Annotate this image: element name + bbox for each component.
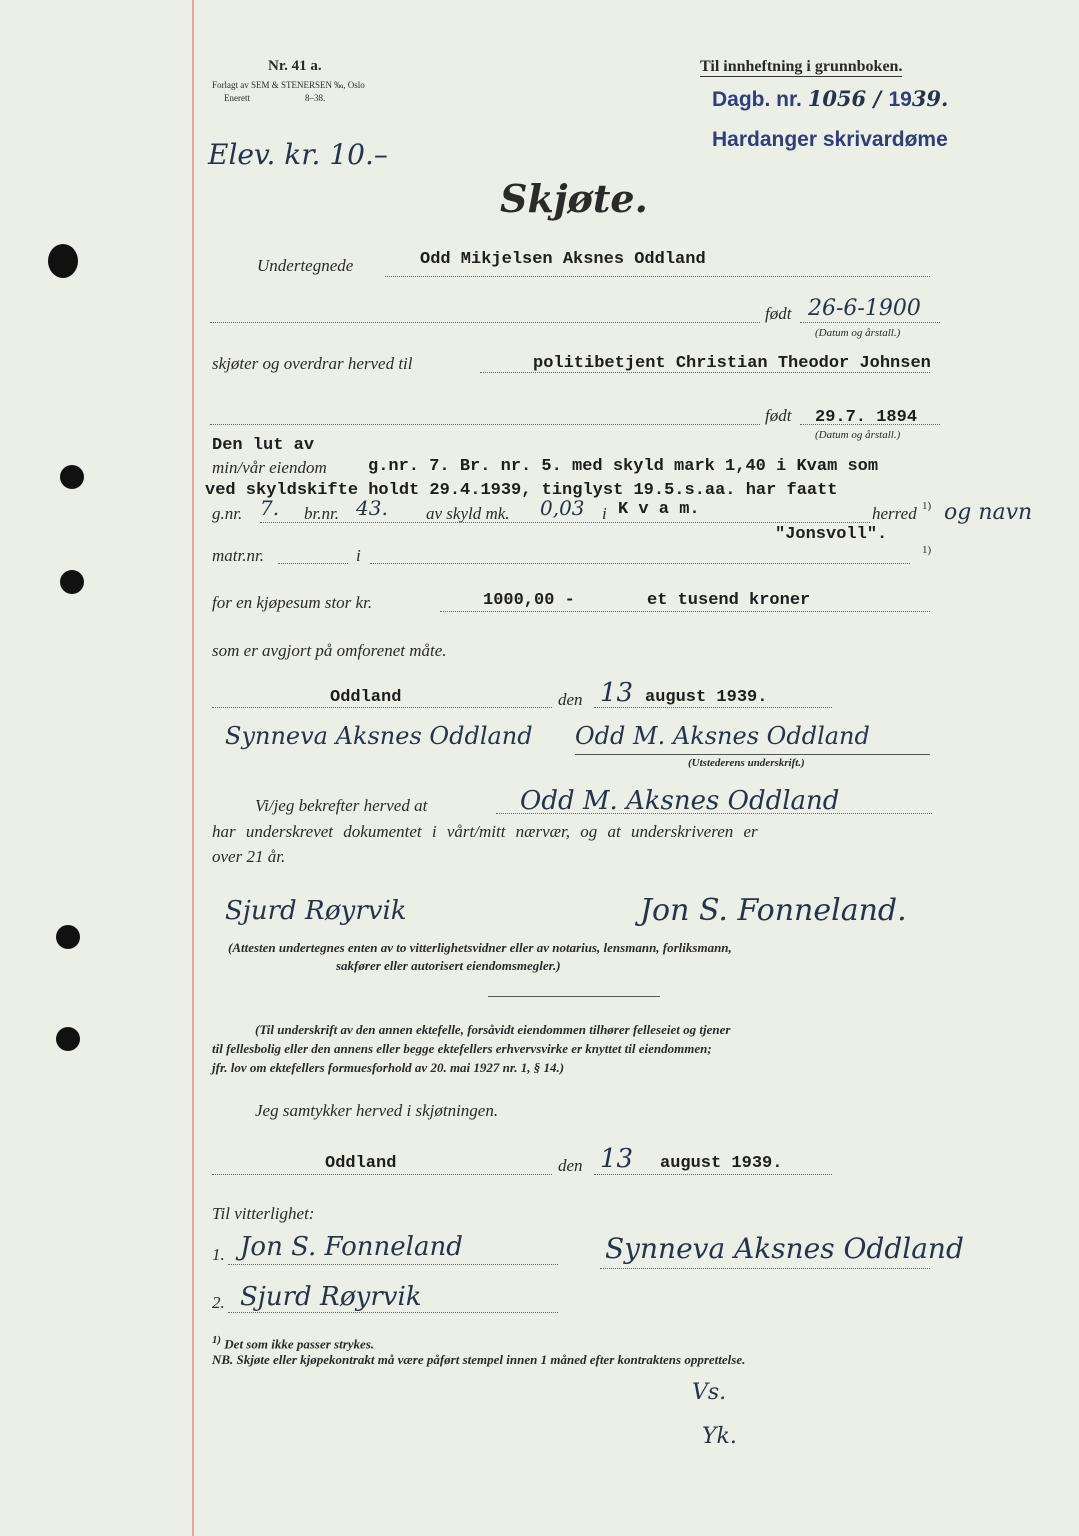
property-name: "Jonsvoll". <box>775 525 888 544</box>
punch-hole <box>60 570 84 594</box>
fill-line <box>594 1174 832 1175</box>
fill-line <box>496 813 932 814</box>
place-1: Oddland <box>330 688 402 707</box>
witness-signature-1: Sjurd Røyrvik <box>225 896 407 926</box>
footnote-1: $^{1)}$ Det som ikke passer strykes. <box>212 1334 375 1352</box>
grantor-born: 26-6-1900 <box>808 296 921 321</box>
vi-text: Vi/jeg bekrefter herved at <box>255 796 428 815</box>
witness-number-1: 1. <box>212 1245 225 1264</box>
dagb-number: 1056 <box>807 86 867 111</box>
divider-line <box>488 996 660 997</box>
witness-number-2: 2. <box>212 1293 225 1312</box>
fill-line <box>260 522 870 523</box>
month-year-1: august 1939. <box>645 688 768 707</box>
punch-hole <box>56 925 80 949</box>
fill-line <box>370 563 910 564</box>
fill-line <box>594 707 832 708</box>
skyld-label: av skyld mk. <box>426 504 510 523</box>
fill-line <box>800 322 940 323</box>
fill-line <box>212 1174 552 1175</box>
dagb-year-prefix: 19 <box>888 88 912 111</box>
date-hint-2: (Datum og årstall.) <box>815 429 901 441</box>
witness-signature-2: Jon S. Fonneland. <box>640 893 907 928</box>
footnote-mark-2: 1) <box>922 544 932 556</box>
initials-1: Vs. <box>692 1380 727 1405</box>
herred-label: herred <box>872 504 917 523</box>
witness-line-3: over 21 år. <box>212 847 286 866</box>
fill-line <box>278 563 348 564</box>
spouse-note-1: (Til underskrift av den annen ektefelle, forsåvidt eiendommen tilhører felleseiet og tjener <box>255 1022 731 1037</box>
day-2: 13 <box>600 1144 634 1174</box>
punch-hole <box>56 1027 80 1051</box>
attest-note-2: sakfører eller autorisert eiendomsmegler.) <box>336 958 561 973</box>
gnr-value: 7. <box>260 496 280 520</box>
grantee-born: 29.7. 1894 <box>815 408 918 427</box>
publisher-line: Forlagt av SEM & STENERSEN ‰, Oslo <box>212 80 365 90</box>
month-year-2: august 1939. <box>660 1154 783 1173</box>
transfer-label: skjøter og overdrar herved til <box>212 354 413 373</box>
spouse-note-2: til fellesbolig eller den annens eller begge ektefellers erhvervsvirke er knyttet til eiendommen; <box>212 1041 712 1056</box>
property-line-2: ved skyldskifte holdt 29.4.1939, tinglyst 19.5.s.aa. har faatt <box>205 481 838 500</box>
fill-line <box>385 276 930 277</box>
fill-line <box>440 611 930 612</box>
vitterlighet-label: Til vitterlighet: <box>212 1204 315 1223</box>
undertegnede-label: Undertegnede <box>257 256 354 275</box>
fill-line <box>212 707 552 708</box>
footnote-mark: 1) <box>922 500 932 512</box>
fill-line <box>210 322 760 323</box>
consent-text: Jeg samtykker herved i skjøtningen. <box>255 1101 499 1120</box>
utsteder-caption: (Utstederens underskrift.) <box>688 757 805 769</box>
dagb-prefix: Dagb. nr. <box>712 88 802 111</box>
margin-fee-note: Elev. kr. 10.– <box>208 138 388 171</box>
document-title: Skjøte. <box>500 176 648 221</box>
fill-line <box>228 1264 558 1265</box>
grantor-name: Odd Mikjelsen Aksnes Oddland <box>420 250 706 269</box>
grantor-signature: Odd M. Aksnes Oddland <box>575 722 870 750</box>
initials-2: Yk. <box>702 1424 737 1449</box>
property-line-1: g.nr. 7. Br. nr. 5. med skyld mark 1,40 i Kvam som <box>368 457 879 476</box>
den-label-1: den <box>558 690 583 709</box>
gnr-label: g.nr. <box>212 504 243 523</box>
avgjort-text: som er avgjort på omforenet måte. <box>212 641 447 660</box>
herred-value: K v a m. <box>618 500 700 519</box>
witness-line-2: har underskrevet dokumentet i vårt/mitt nærvær, og at underskriveren er <box>212 822 758 841</box>
og-navn: og navn <box>944 500 1033 525</box>
fill-line <box>600 1268 930 1269</box>
fodt-label-2: født <box>765 406 792 425</box>
red-margin-line <box>192 0 194 1536</box>
price-words: et tusend kroner <box>647 591 811 610</box>
vitterlighet-signature-2: Sjurd Røyrvik <box>240 1282 422 1312</box>
place-2: Oddland <box>325 1154 397 1173</box>
fodt-label: født <box>765 304 792 323</box>
den-label-2: den <box>558 1156 583 1175</box>
consent-signature: Synneva Aksnes Oddland <box>605 1232 964 1265</box>
kjop-label: for en kjøpesum stor kr. <box>212 593 373 612</box>
i-label: i <box>602 504 607 523</box>
brnr-value: 43. <box>356 496 388 520</box>
fill-line <box>228 1312 558 1313</box>
fill-line <box>210 424 760 425</box>
copyright-label: Enerett <box>224 93 250 103</box>
day-1: 13 <box>600 678 634 708</box>
form-number: Nr. 41 a. <box>268 58 322 74</box>
spouse-note-3: jfr. lov om ektefellers formuesforhold av 20. mai 1927 nr. 1, § 14.) <box>212 1060 565 1075</box>
dagb-stamp: Dagb. nr. 1056 / 1939. <box>712 86 949 111</box>
fill-line <box>800 424 940 425</box>
matr-label: matr.nr. <box>212 546 264 565</box>
spouse-signature: Synneva Aksnes Oddland <box>225 722 533 750</box>
office-stamp: Hardanger skrivardøme <box>712 128 948 151</box>
date-hint: (Datum og årstall.) <box>815 327 901 339</box>
i-label-2: i <box>356 546 361 565</box>
attest-note-1: (Attesten undertegnes enten av to vitterlighetsvidner eller av notarius, lensmann, forliksmann, <box>228 940 732 955</box>
punch-hole <box>60 465 84 489</box>
vitterlighet-signature-1: Jon S. Fonneland <box>240 1232 463 1262</box>
witness-subject: Odd M. Aksnes Oddland <box>520 786 840 816</box>
footnote-nb: NB. Skjøte eller kjøpekontrakt må være påført stempel innen 1 måned efter kontraktens opprettelse. <box>212 1352 746 1367</box>
signature-line <box>575 754 930 755</box>
dagb-year-suffix: 39. <box>911 86 949 111</box>
price: 1000,00 - <box>483 591 575 610</box>
lut-text: Den lut av <box>212 436 315 455</box>
grantee-name: politibetjent Christian Theodor Johnsen <box>533 354 931 373</box>
brnr-label: br.nr. <box>304 504 339 523</box>
skyld-value: 0,03 <box>540 496 585 520</box>
header-note: Til innheftning i grunnboken. <box>700 58 903 75</box>
eiendom-label: min/vår eiendom <box>212 458 327 477</box>
punch-hole <box>48 244 78 278</box>
edition-label: 8–38. <box>305 93 326 103</box>
